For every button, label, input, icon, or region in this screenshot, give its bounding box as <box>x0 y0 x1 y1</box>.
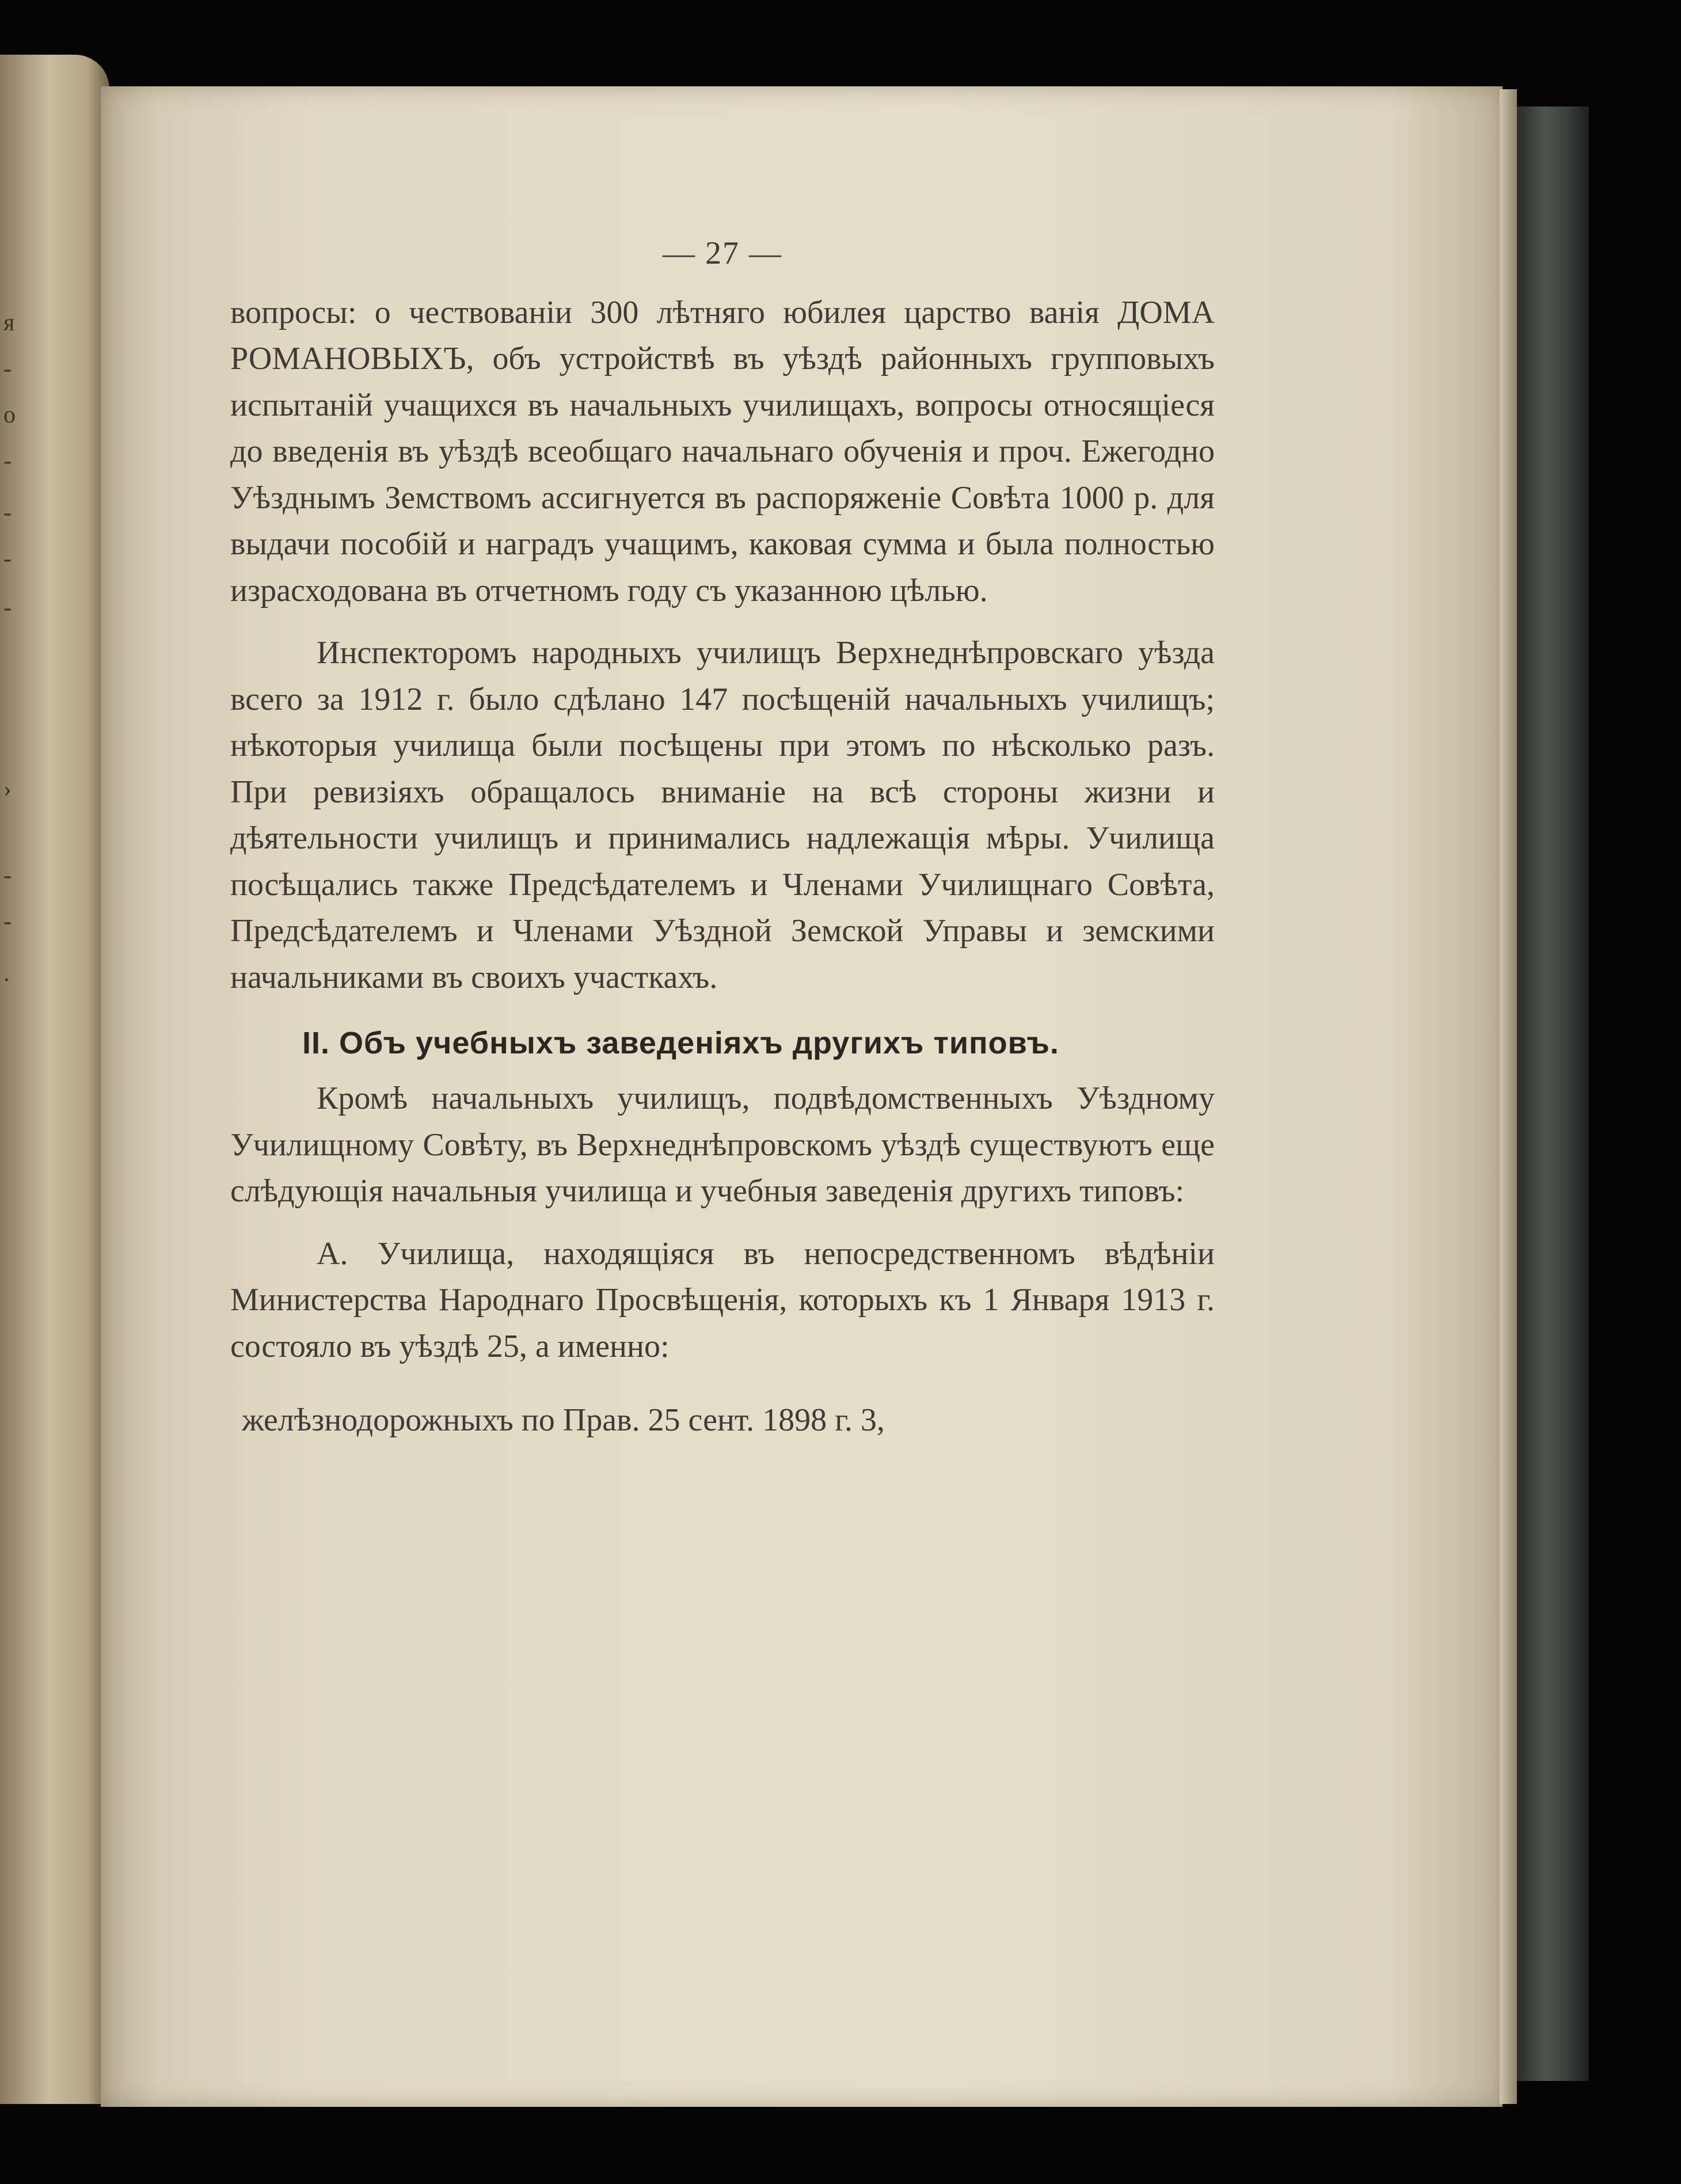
left-page-glyph: › <box>3 776 12 802</box>
left-page-glyph: . <box>3 960 10 987</box>
left-page-glyph: - <box>3 356 12 382</box>
page-text <box>230 230 1215 1444</box>
left-page-glyph: о <box>3 402 16 428</box>
left-page-glyph: - <box>3 448 12 474</box>
paragraph: Кромѣ начальныхъ училищъ, подвѣдомственныхъ Уѣздному Училищному Совѣту, въ Верхнеднѣпровскомъ уѣздѣ существуютъ еще слѣдующія начальныя училища и учебныя заведенія другихъ типовъ: <box>230 1080 1215 1209</box>
page-number: — 27 — <box>663 235 782 271</box>
paragraph: Инспекторомъ народныхъ училищъ Верхнеднѣпровскаго уѣзда всего за 1912 г. было сдѣлано 147 посѣщеній начальныхъ училищъ; нѣкоторыя училища были посѣщены при этомъ по нѣсколько разъ. При ревизіяхъ обращалось вниманіе на всѣ стороны жизни и дѣятельности училищъ и принимались надлежащія мѣры. Училища посѣщались также Предсѣдателемъ и Членами Училищнаго Совѣта, Предсѣдателемъ и Членами Уѣздной Земской Управы и земскими начальниками въ своихъ участкахъ. <box>230 635 1215 995</box>
page-block-edge <box>1500 89 1517 2104</box>
list-item: желѣзнодорожныхъ по Прав. 25 сент. 1898 г. 3, <box>242 1402 885 1438</box>
left-page-glyph: - <box>3 908 12 935</box>
left-page-glyph: - <box>3 595 12 621</box>
book-cover <box>1517 106 1589 2081</box>
paragraph: А. Училища, находящіяся въ непосредственномъ вѣдѣніи Министерства Народнаго Просвѣщенія, которыхъ къ 1 Января 1913 г. состояло въ уѣздѣ 25, а именно: <box>230 1235 1215 1364</box>
left-page-glyph: я <box>3 310 15 336</box>
paragraph: вопросы: о чествованіи 300 лѣтняго юбилея царство ванія ДОМА РОМАНОВЫХЪ, объ устройствѣ въ уѣздѣ районныхъ групповыхъ испытаній учащихся въ начальныхъ училищахъ, вопросы относящіеся до введенія въ уѣздѣ всеобщаго начальнаго обученія и проч. Ежегодно Уѣзднымъ Земствомъ ассигнуется въ распоряженіе Совѣта 1000 р. для выдачи пособій и наградъ учащимъ, каковая сумма и была полностью израсходована въ отчетномъ году съ указанною цѣлью. <box>230 294 1215 608</box>
left-page-edge <box>0 55 109 2104</box>
left-page-glyph: - <box>3 500 12 526</box>
left-page-glyph: - <box>3 546 12 572</box>
left-page-glyph: - <box>3 862 12 889</box>
section-heading: II. Объ учебныхъ заведеніяхъ другихъ типовъ. <box>302 1026 1059 1060</box>
